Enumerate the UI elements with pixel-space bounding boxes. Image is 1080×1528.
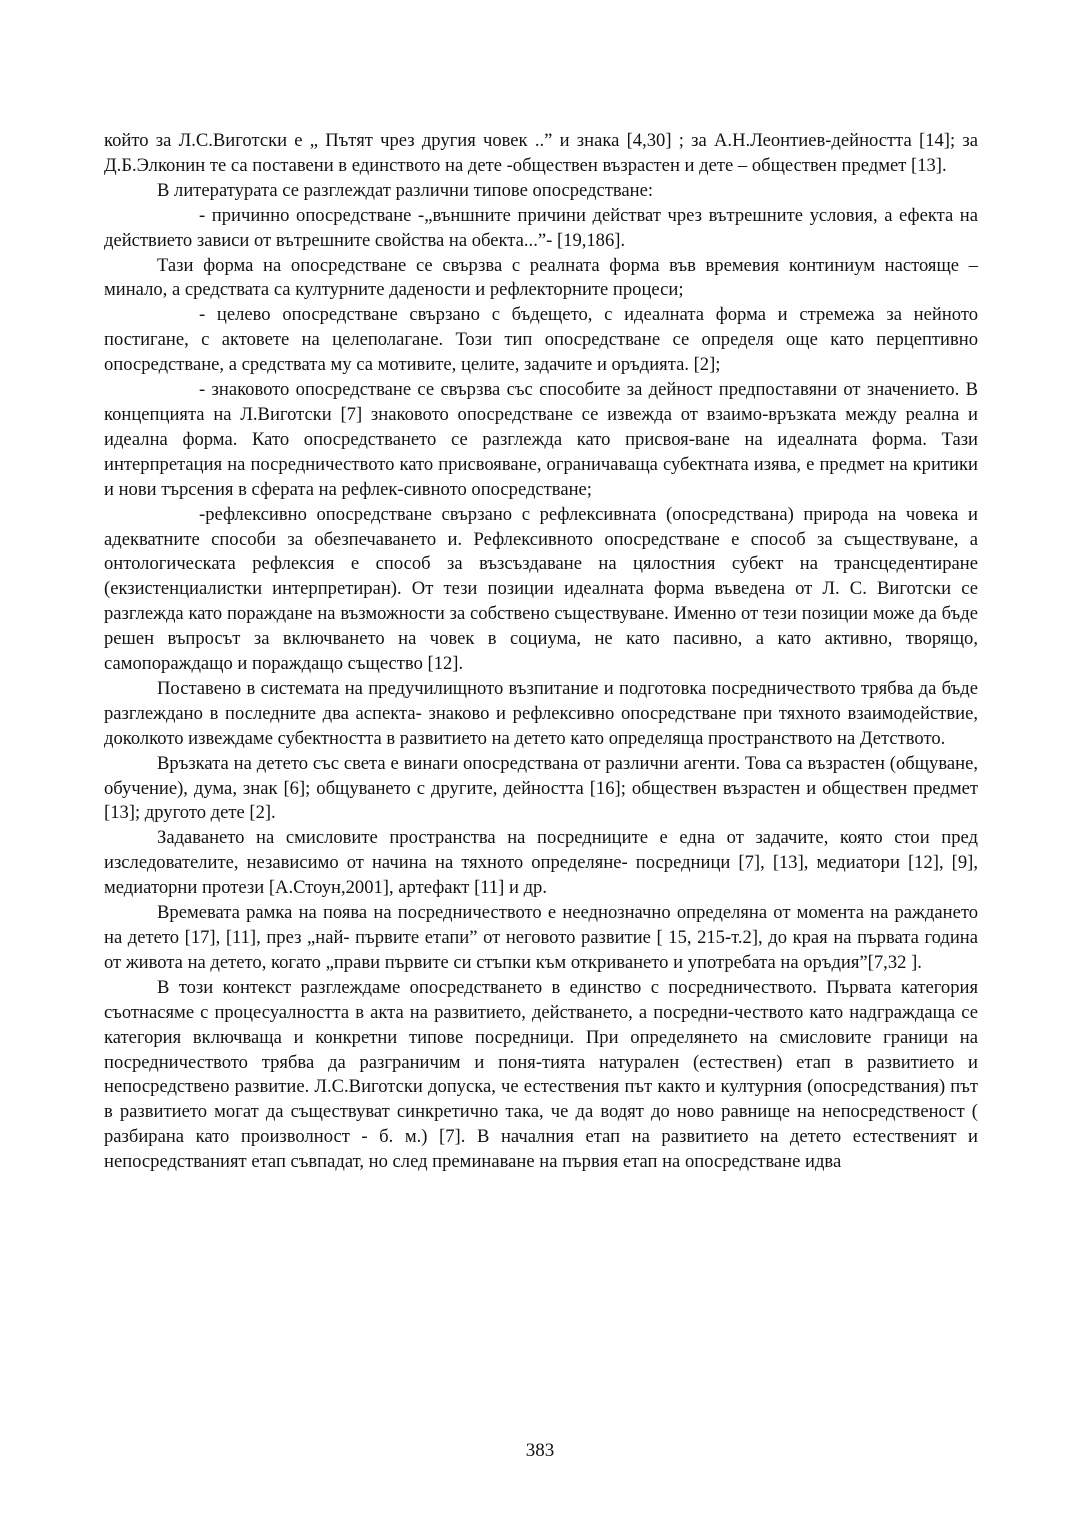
paragraph: Връзката на детето със света е винаги опосредствана от различни агенти. Това са възрастен (общуване, обучение), дума, знак [6]; общуването с другите, дейността [16]; обществен възрастен и обществен предмет [13]; другото дете [2]. xyxy=(104,752,978,824)
page-number: 383 xyxy=(525,1440,555,1461)
paragraph: В този контекст разглеждаме опосредстването в единство с посредничеството. Първата категория съотнасяме с процесуалността в акта на развитието, действането, а посредни-чеството като надграждаща се категория включваща и конкретни типове посредници. При определянето на смисловите граници на посредничеството трябва да разграничим и поня-тията натурален (естествен) етап в развитието и непосредствено развитие. Л.С.Виготски допуска, че естествения път както и културния (опосредствания) път в развитието могат да съществуват синкретично така, че да водят до ново равнище на непосредственост ( разбирана като произволност - б. м.) [7]. В началния етап на развитието на детето естественият и непосредстваният етап съвпадат, но след преминаване на първия етап на опосредстване идва xyxy=(104,976,978,1173)
list-item: - целево опосредстване свързано с бъдещето, с идеалната форма и стремежа за нейното постигане, с актовете на целеполагане. Този тип опосредстване се определя още като перцептивно опосредстване, а средствата му са мотивите, целите, задачите и оръдията. [2]; xyxy=(104,304,978,376)
body-text xyxy=(104,129,978,1175)
list-item: - знаковото опосредстване се свързва със способите за дейност предпоставяни от значението. В концепцията на Л.Виготски [7] знаковото опосредстване се извежда от взаимо-връзката между реална и идеална форма. Като опосредстването се разглежда като присвоя-ване на идеалната форма. Тази интерпретация на посредничеството като присвояване, ограничаваща субектната изява, е предмет на критики и нови търсения в сферата на рефлек-сивното опосредстване; xyxy=(104,379,978,500)
paragraph: Времевата рамка на поява на посредничеството е нееднозначно определяна от момента на раждането на детето [17], [11], през „най- първите етапи” от неговото развитие [ 15, 215-т.2], до края на първата година от живота на детето, когато „прави първите си стъпки към откриването и употребата на оръдия”[7,32 ]. xyxy=(104,902,978,973)
list-item: -рефлексивно опосредстване свързано с рефлексивната (опосредствана) природа на човека и адекватните способи за обезпечаването и. Рефлексивното опосредстване е способ за съществуване, а онтологическата рефлексия е способ за възсъздаване на цялостния субект на трансцедентиране (екзистенциалистки интерпретиран). От тези позиции идеалната форма въведена от Л. С. Виготски се разглежда като пораждане на възможности за собствено съществуване. Именно от тези позиции може да бъде решен въпросът за включването на човек в социума, не като пасивно, а като активно, творящо, самопораждащо и пораждащо същество [12]. xyxy=(104,503,978,675)
paragraph: В литературата се разглеждат различни типове опосредстване: xyxy=(157,179,654,201)
paragraph: Задаването на смисловите пространства на посредниците е една от задачите, която стои пред изследователите, независимо от начина на тяхното определяне- посредници [7], [13], медиатори [12], [9], медиаторни протези [А.Стоун,2001], артефакт [11] и др. xyxy=(104,827,978,899)
paragraph: който за Л.С.Виготски е „ Пътят чрез другия човек ..” и знака [4,30] ; за А.Н.Леонтиев-дейността [14]; за Д.Б.Элконин те са поставени в единството на дете -обществен възрастен и дете – обществен предмет [13]. xyxy=(104,130,978,176)
paragraph: Поставено в системата на предучилищното възпитание и подготовка посредничеството трябва да бъде разглеждано в последните два аспекта- знаково и рефлексивно опосредстване при тяхното взаимодействие, доколкото извеждаме субектността в развитието на детето като определяща пространството на Детството. xyxy=(104,677,978,749)
paragraph: Тази форма на опосредстване се свързва с реалната форма във времевия континиум настояще – минало, а средствата са културните дадености и рефлекторните процеси; xyxy=(104,254,978,301)
list-item: - причинно опосредстване -„външните причини действат чрез вътрешните условия, а ефекта на действието зависи от вътрешните свойства на обекта...”- [19,186]. xyxy=(104,204,978,251)
